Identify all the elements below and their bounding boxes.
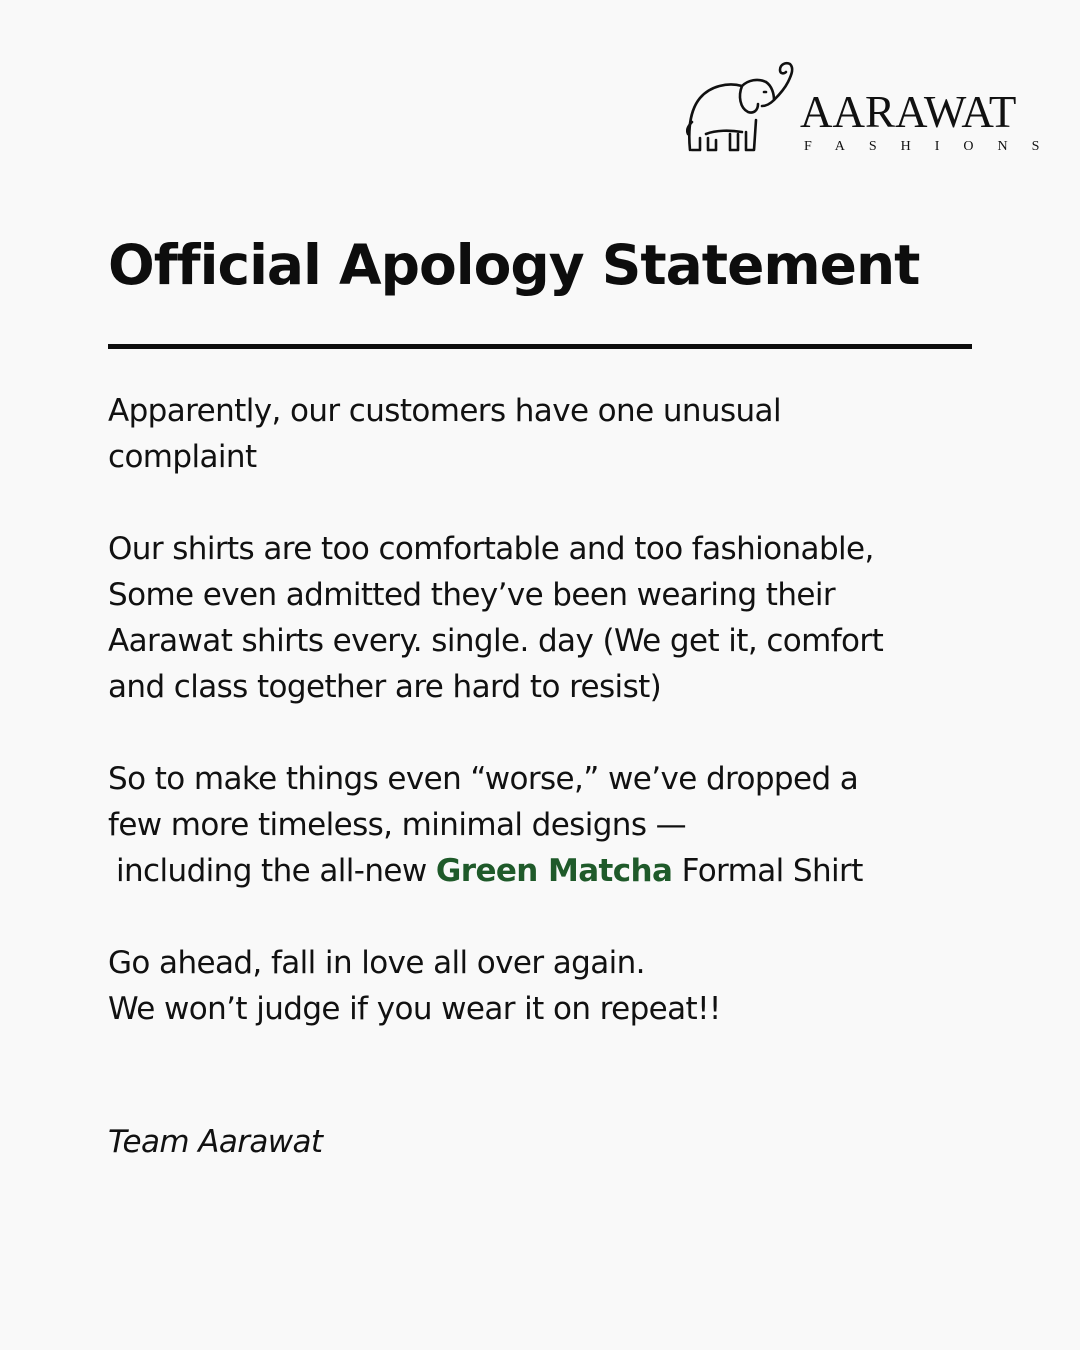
statement-body — [108, 388, 988, 1032]
elephant-icon — [686, 60, 800, 156]
paragraph-4-line-1: Go ahead, fall in love all over again. — [108, 945, 645, 981]
brand-name: AARAWAT — [800, 87, 1017, 137]
paragraph-3-line-3 — [108, 848, 988, 894]
paragraph-3-line-1: So to make things even “worse,” we’ve dropped a — [108, 761, 859, 797]
paragraph-3-line-3-pre: including the all-new — [116, 853, 436, 889]
paragraph-3-line-2: few more timeless, minimal designs — — [108, 807, 687, 843]
title-divider — [108, 344, 972, 349]
paragraph-1-line-2: complaint — [108, 439, 257, 475]
brand-logo — [686, 60, 1064, 160]
paragraph-1-line-1: Apparently, our customers have one unusual — [108, 393, 781, 429]
paragraph-4 — [108, 940, 988, 1032]
paragraph-3 — [108, 756, 988, 894]
product-name-highlight: Green Matcha — [435, 853, 673, 889]
signature: Team Aarawat — [108, 1124, 323, 1160]
paragraph-2-line-1: Our shirts are too comfortable and too fashionable, — [108, 531, 874, 567]
paragraph-4-line-2: We won’t judge if you wear it on repeat!! — [108, 991, 721, 1027]
brand-subtitle: FASHIONS — [804, 139, 1064, 154]
paragraph-2-line-4: and class together are hard to resist) — [108, 669, 662, 705]
paragraph-3-line-3-post: Formal Shirt — [672, 853, 863, 889]
page-title: Official Apology Statement — [108, 233, 920, 297]
paragraph-2-line-2: Some even admitted they’ve been wearing their — [108, 577, 836, 613]
paragraph-1 — [108, 388, 988, 480]
paragraph-2 — [108, 526, 988, 710]
paragraph-2-line-3: Aarawat shirts every. single. day (We get it, comfort — [108, 623, 884, 659]
